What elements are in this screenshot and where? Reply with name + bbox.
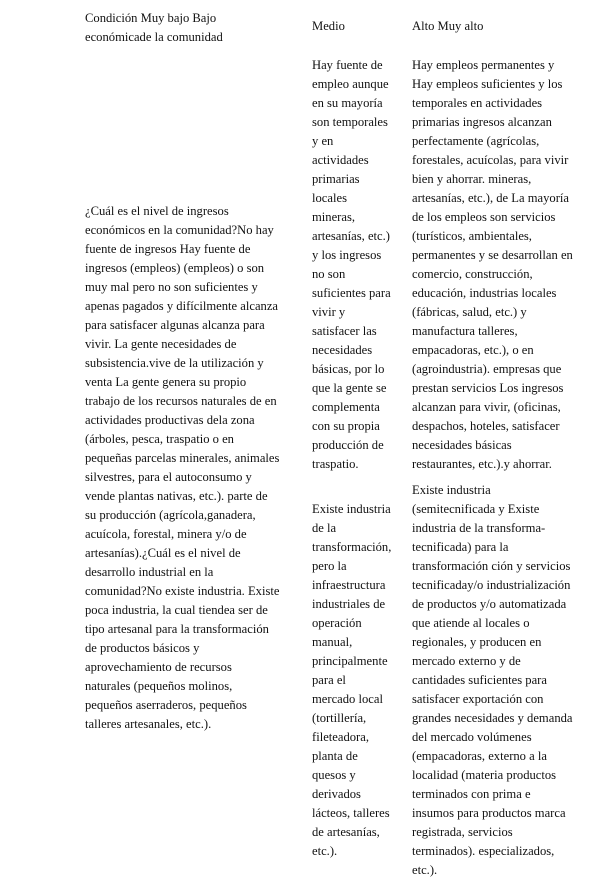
column-header-medio: Medio — [312, 19, 345, 33]
medium-income-description: Hay fuente de empleo aunque en su mayoría son temporales y en actividades primarias locales mineras, artesanías, etc.) y los ingresos no son suficientes para vivir y satisfacer las necesidades básicas, por lo que la gente se complementa con su propia producción de traspatio. — [312, 58, 391, 471]
column-header-condition: Condición Muy bajo Bajo económicade la comunidad — [85, 11, 223, 44]
low-level-description: ¿Cuál es el nivel de ingresos económicos en la comunidad?No hay fuente de ingresos Hay fuente de ingresos (empleos) (empleos) o son muy mal pero no son suficientes y apenas pagados y difícilmente alcanza para satisfacer algunas alcanza para vivir. La gente necesidades de subsistencia.vive de la utilización y venta La gente genera su propio trabajo de los recursos naturales de en actividades productivas dela zona (árboles, pesca, traspatio o en pequeñas parcelas minerales, animales silvestres, para el autoconsumo y vende plantas nativas, etc.). parte de su producción (agrícola,ganadera, acuícola, forestal, minera y/o de artesanías).¿Cuál es el nivel de desarrollo industrial en la comunidad?No existe industria. Existe poca industria, la cual tiendea ser de tipo artesanal para la transformación de productos básicos y aprovechamiento de recursos naturales (pequeños molinos, pequeños aserraderos, pequeños talleres artesanales, etc.). — [85, 204, 280, 731]
high-income-description: Hay empleos permanentes y Hay empleos suficientes y los temporales en actividades primarias ingresos alcanzan perfectamente (agrícolas, forestales, acuícolas, para vivir bien y ahorrar. mineras, artesanías, etc.), de La mayoría de los empleos son servicios (turísticos, ambientales, permanentes y se desarrollan en comercio, construcción, educación, industrias locales (fábricas, salud, etc.) y manufactura talleres, empacadoras, etc.), o en (agroindustria). empresas que prestan servicios Los ingresos alcanzan para vivir, (oficinas, despachos, hoteles, satisfacer necesidades básicas restaurantes, etc.).y ahorrar. — [412, 58, 573, 471]
column-header-alto: Alto Muy alto — [412, 19, 484, 33]
medium-industry-description: Existe industria de la transformación, pero la infraestructura industriales de operación manual, principalmente para el mercado local (tortillería, fileteadora, planta de quesos y derivados lácteos, talleres de artesanías, etc.). — [312, 502, 392, 858]
high-industry-description: Existe industria (semitecnificada y Existe industria de la transforma- tecnificada) para la transformación ción y servicios tecnificaday/o industrialización de productos y/o automatizada que atiende al locales o regionales, y producen en mercado externo y de cantidades suficientes para satisfacer exportación con grandes necesidades y demanda del mercado volúmenes (empacadoras, externo a la localidad (materia productos terminados con prima e insumos para productos marca registrada, servicios terminados). especializados, etc.). — [412, 483, 573, 877]
